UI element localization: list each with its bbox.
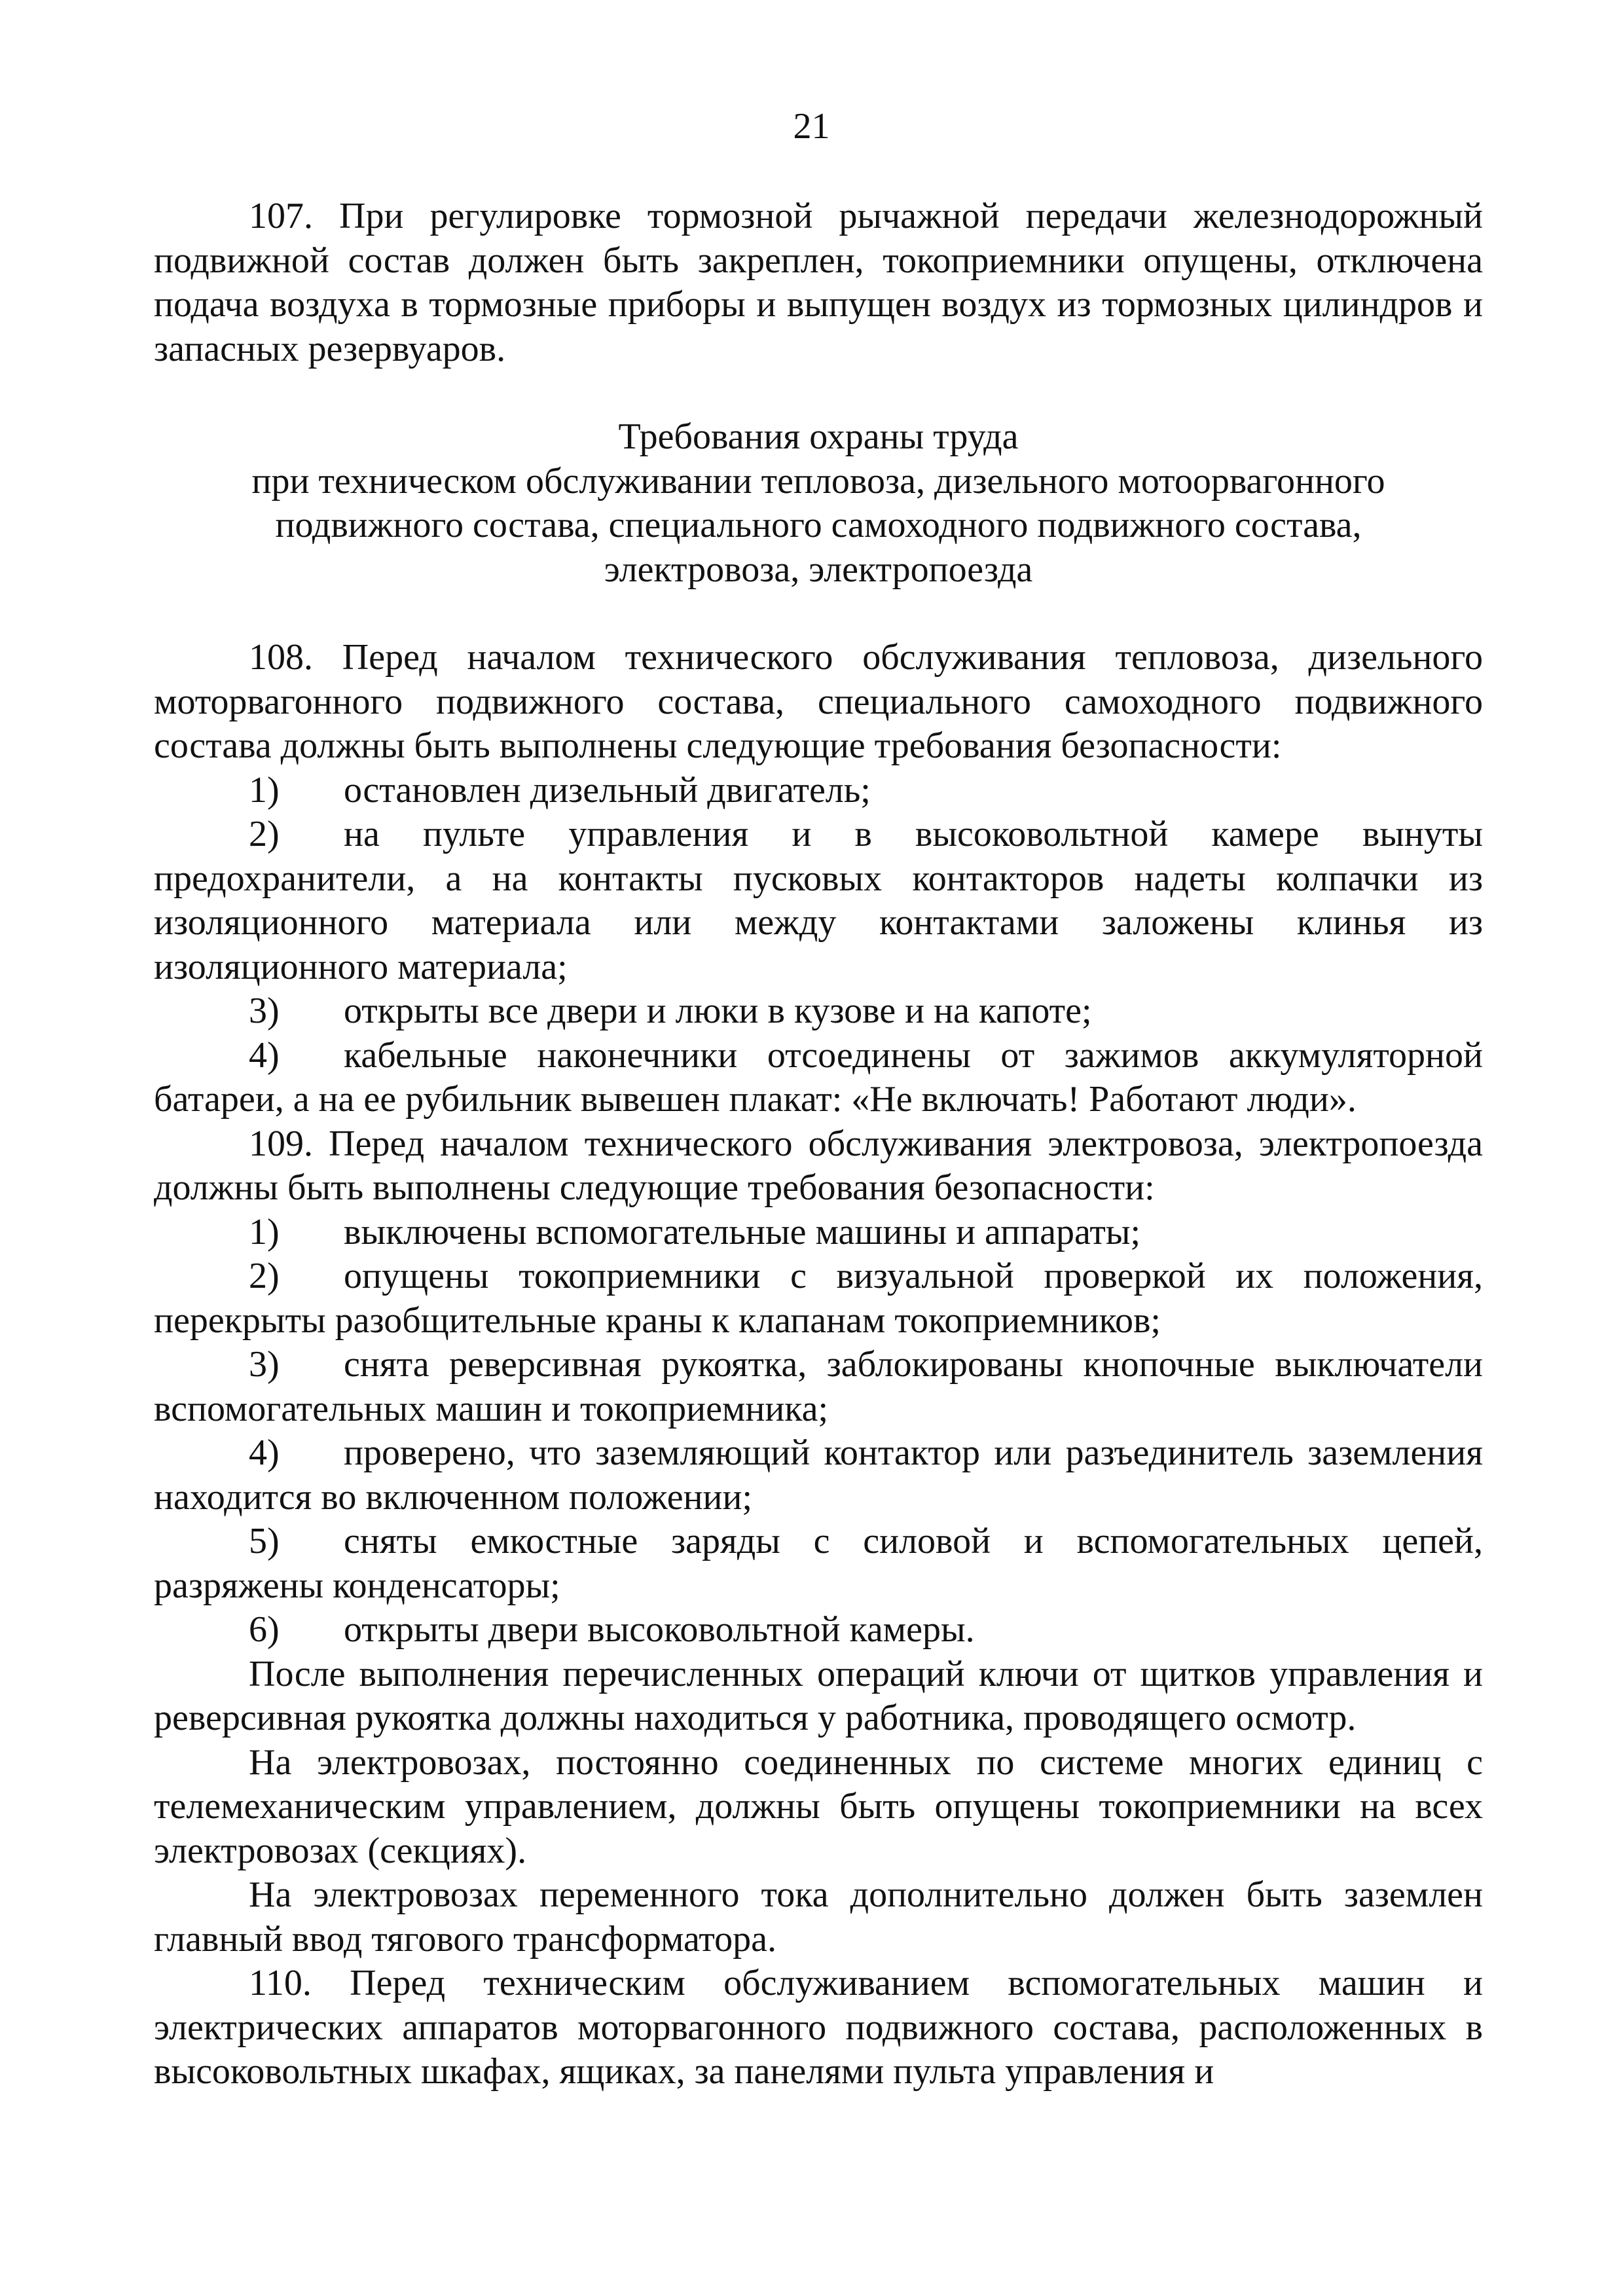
list-item-108-1: [154, 769, 1483, 813]
list-number: 1): [249, 1211, 280, 1252]
list-number: 5): [249, 1521, 280, 1561]
list-item-109-6: [154, 1608, 1483, 1652]
paragraph-109: 109. Перед началом технического обслуживания электровоза, электропоезда должны быть выполнены следующие требования безопасности:: [154, 1123, 1483, 1208]
list-item-109-5: [154, 1520, 1483, 1608]
list-text: сняты емкостные заряды с силовой и вспомогательных цепей, разряжены конденсаторы;: [154, 1521, 1483, 1606]
list-number: 6): [249, 1609, 280, 1650]
heading-line-2: при техническом обслуживании тепловоза, дизельного мотоорвагонного: [251, 460, 1385, 501]
list-item-109-3: [154, 1343, 1483, 1431]
paragraph-110: 110. Перед техническим обслуживанием вспомогательных машин и электрических аппаратов моторвагонного подвижного состава, расположенных в высоковольтных шкафах, ящиках, за панелями пульта управления и: [154, 1963, 1483, 2092]
list-text: открыты двери высоковольтной камеры.: [344, 1609, 975, 1650]
list-text: кабельные наконечники отсоединены от зажимов аккумуляторной батареи, а на ее рубильник вывешен плакат: «Не включать! Работают люди».: [154, 1034, 1483, 1120]
list-number: 2): [249, 1256, 280, 1296]
list-item-109-2: [154, 1254, 1483, 1343]
list-item-108-3: [154, 989, 1483, 1034]
heading-line-1: Требования охраны труда: [618, 416, 1019, 457]
paragraph-108: 108. Перед началом технического обслуживания тепловоза, дизельного моторвагонного подвижного состава, специального самоходного подвижного состава должны быть выполнены следующие требования безопасности:: [154, 637, 1483, 766]
heading-line-3: подвижного состава, специального самоходного подвижного состава,: [275, 505, 1362, 545]
heading-line-4: электровоза, электропоезда: [604, 549, 1033, 590]
list-number: 3): [249, 991, 280, 1031]
document-body: [154, 194, 1483, 2094]
list-text: снята реверсивная рукоятка, заблокированы кнопочные выключатели вспомогательных машин и токоприемника;: [154, 1344, 1483, 1429]
paragraph-107: 107. При регулировке тормозной рычажной передачи железнодорожный подвижной состав должен быть закреплен, токоприемники опущены, отключена подача воздуха в тормозные приборы и выпущен воздух из тормозных цилиндров и запасных резервуаров.: [154, 196, 1483, 369]
list-text: открыты все двери и люки в кузове и на капоте;: [344, 991, 1092, 1031]
list-number: 1): [249, 769, 280, 811]
list-item-109-4: [154, 1431, 1483, 1520]
list-text: опущены токоприемники с визуальной проверкой их положения, перекрыты разобщительные краны к клапанам токоприемников;: [154, 1256, 1483, 1341]
paragraph-109-after-2: На электровозах, постоянно соединенных по системе многих единиц с телемеханическим управлением, должны быть опущены токоприемники на всех электровозах (секциях).: [154, 1741, 1483, 1871]
section-heading: [154, 415, 1483, 592]
list-text: выключены вспомогательные машины и аппараты;: [344, 1211, 1141, 1252]
list-text: проверено, что заземляющий контактор или разъединитель заземления находится во включенном положении;: [154, 1432, 1483, 1518]
page-number: 21: [793, 106, 830, 147]
list-number: 4): [249, 1432, 280, 1473]
paragraph-109-after-1: После выполнения перечисленных операций ключи от щитков управления и реверсивная рукоятка должны находиться у работника, проводящего осмотр.: [154, 1653, 1483, 1738]
list-number: 4): [249, 1034, 280, 1076]
list-number: 3): [249, 1344, 280, 1385]
list-number: 2): [249, 814, 280, 854]
list-item-108-2: [154, 812, 1483, 989]
list-text: на пульте управления и в высоковольтной камере вынуты предохранители, а на контакты пусковых контакторов надеты колпачки из изоляционного материала или между контактами заложены клинья из изоляционного материала;: [154, 814, 1483, 987]
list-item-108-4: [154, 1034, 1483, 1122]
list-item-109-1: [154, 1211, 1483, 1255]
list-text: остановлен дизельный двигатель;: [344, 769, 871, 811]
paragraph-109-after-3: На электровозах переменного тока дополнительно должен быть заземлен главный ввод тягового трансформатора.: [154, 1874, 1483, 1959]
